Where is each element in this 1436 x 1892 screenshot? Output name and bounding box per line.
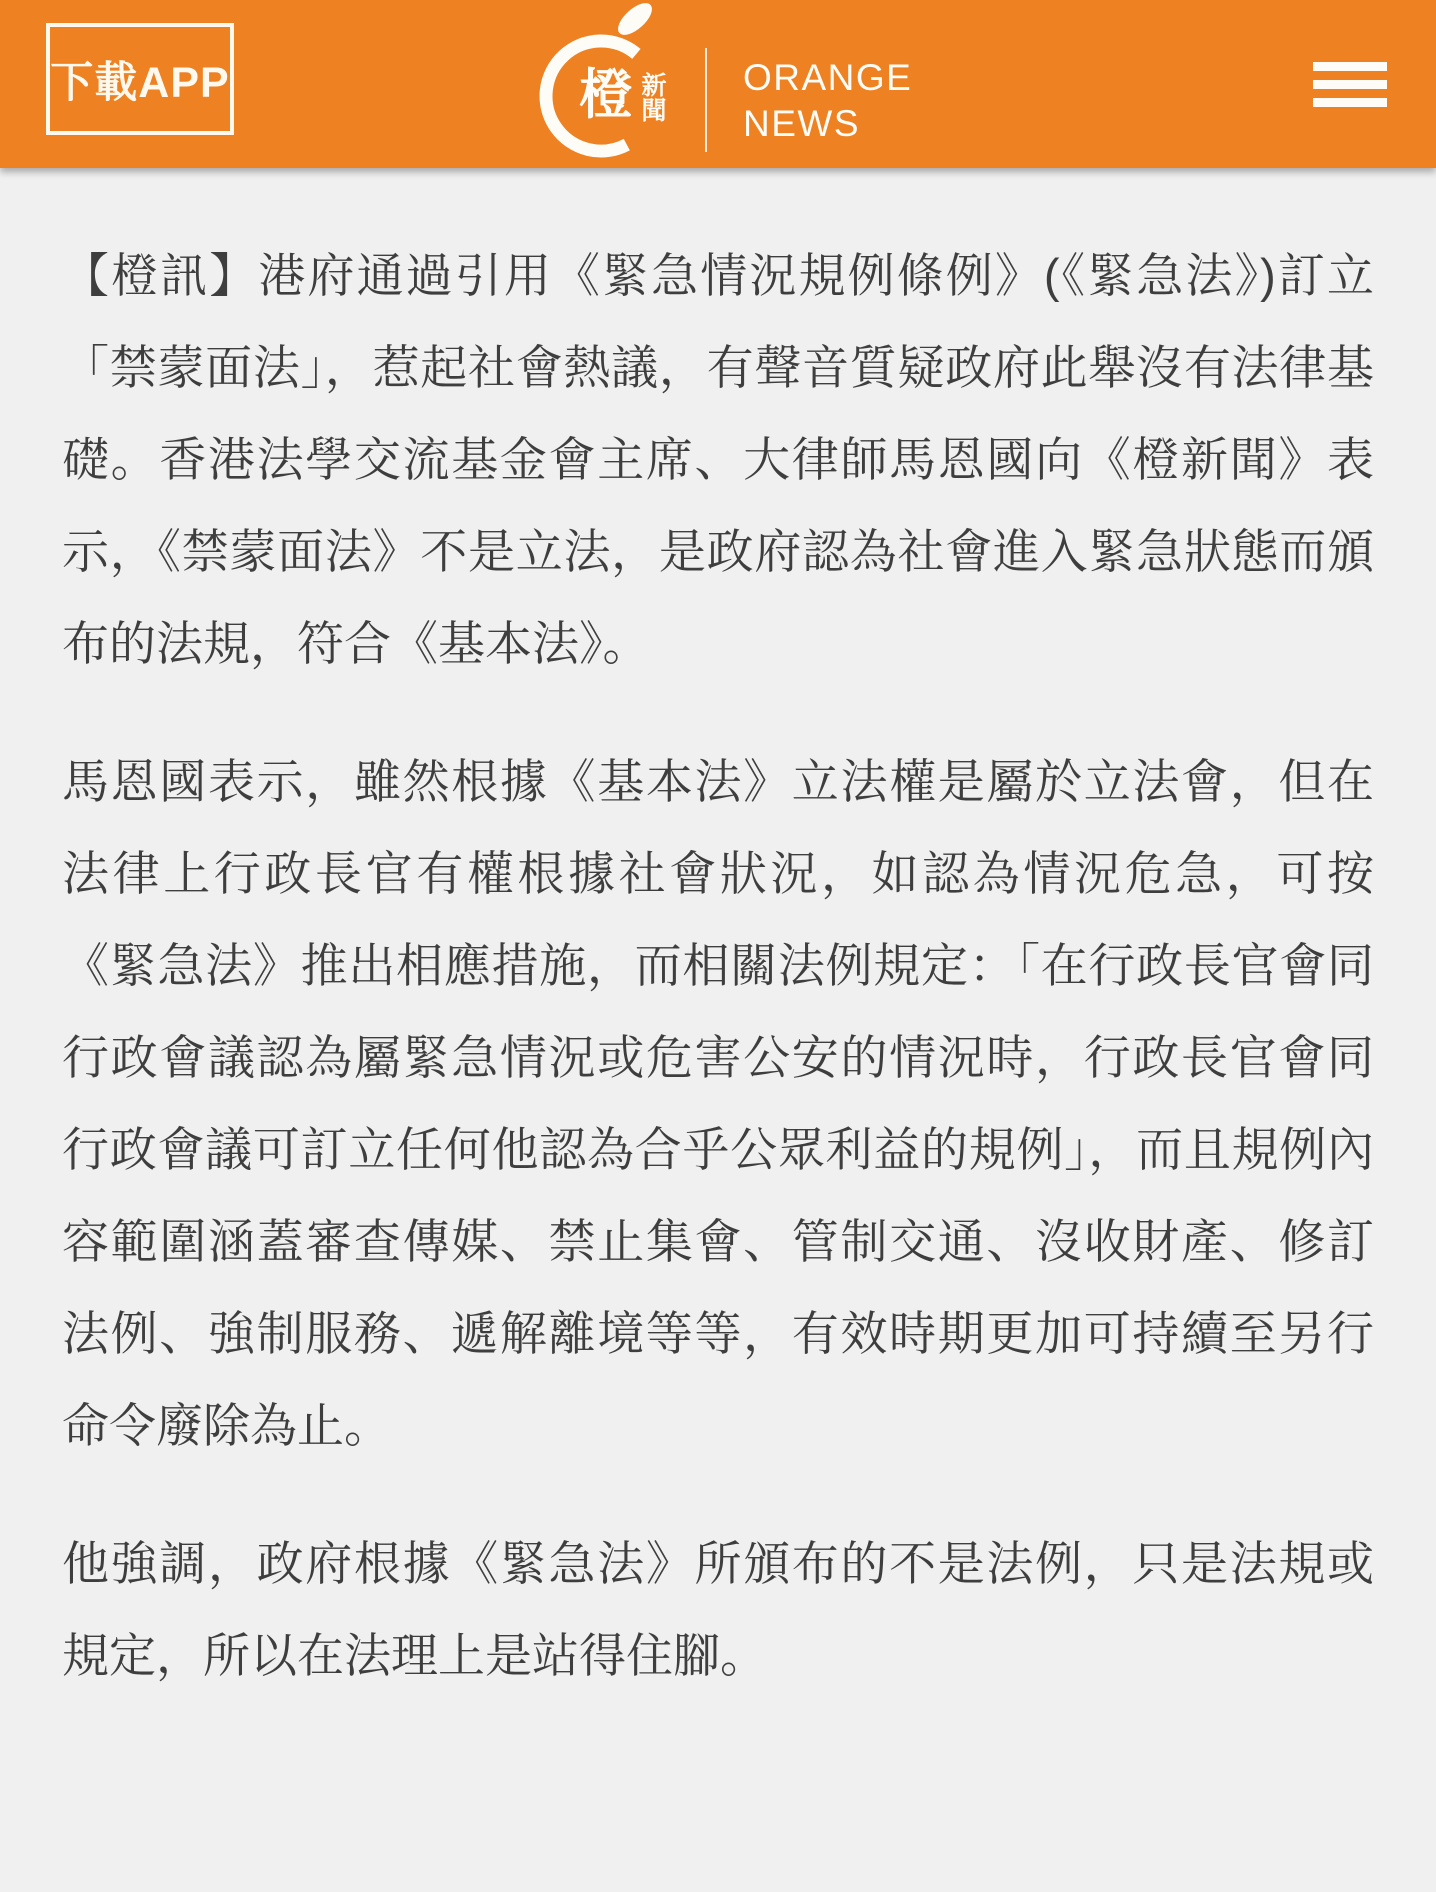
article-paragraph-1: 【橙訊】港府通過引用《緊急情況規例條例》(《緊急法》)訂立「禁蒙面法」，惹起社會熱議，有聲音質疑政府此舉沒有法律基礎。香港法學交流基金會主席、大律師馬恩國向《橙新聞》表示，《禁蒙面法》不是立法，是政府認為社會進入緊急狀態而頒布的法規，符合《基本法》。 bbox=[62, 249, 1374, 670]
wordmark-line-1: ORANGE bbox=[743, 57, 913, 98]
logo-char-sub-top: 新 bbox=[641, 72, 667, 100]
download-app-button[interactable]: 下載APP bbox=[46, 23, 234, 135]
article-paragraph-2: 馬恩國表示，雖然根據《基本法》立法權是屬於立法會，但在法律上行政長官有權根據社會狀況，如認為情況危急，可按《緊急法》推出相應措施，而相關法例規定：「在行政長官會同行政會議認為屬緊急情況或危害公安的情況時，行政長官會同行政會議可訂立任何他認為合乎公眾利益的規例」，而且規例內容範圍涵蓋審查傳媒、禁止集會、管制交通、沒收財產、修訂法例、強制服務、遞解離境等等，有效時期更加可持續至另行命令廢除為止。 bbox=[62, 755, 1374, 1452]
logo-divider bbox=[705, 48, 707, 152]
wordmark-line-2: NEWS bbox=[743, 103, 860, 144]
logo-wordmark bbox=[743, 55, 912, 147]
app-header bbox=[0, 0, 1436, 168]
logo-char-main: 橙 bbox=[579, 65, 633, 125]
hamburger-icon bbox=[1313, 62, 1387, 107]
article-paragraph-3: 他強調，政府根據《緊急法》所頒布的不是法例，只是法規或規定，所以在法理上是站得住腳。 bbox=[62, 1537, 1374, 1682]
logo-char-sub-bottom: 聞 bbox=[641, 97, 667, 125]
orange-news-logo[interactable] bbox=[535, 0, 695, 168]
menu-button[interactable] bbox=[1313, 58, 1387, 110]
logo-leaf-icon bbox=[613, 0, 658, 40]
article-body bbox=[0, 168, 1436, 1702]
